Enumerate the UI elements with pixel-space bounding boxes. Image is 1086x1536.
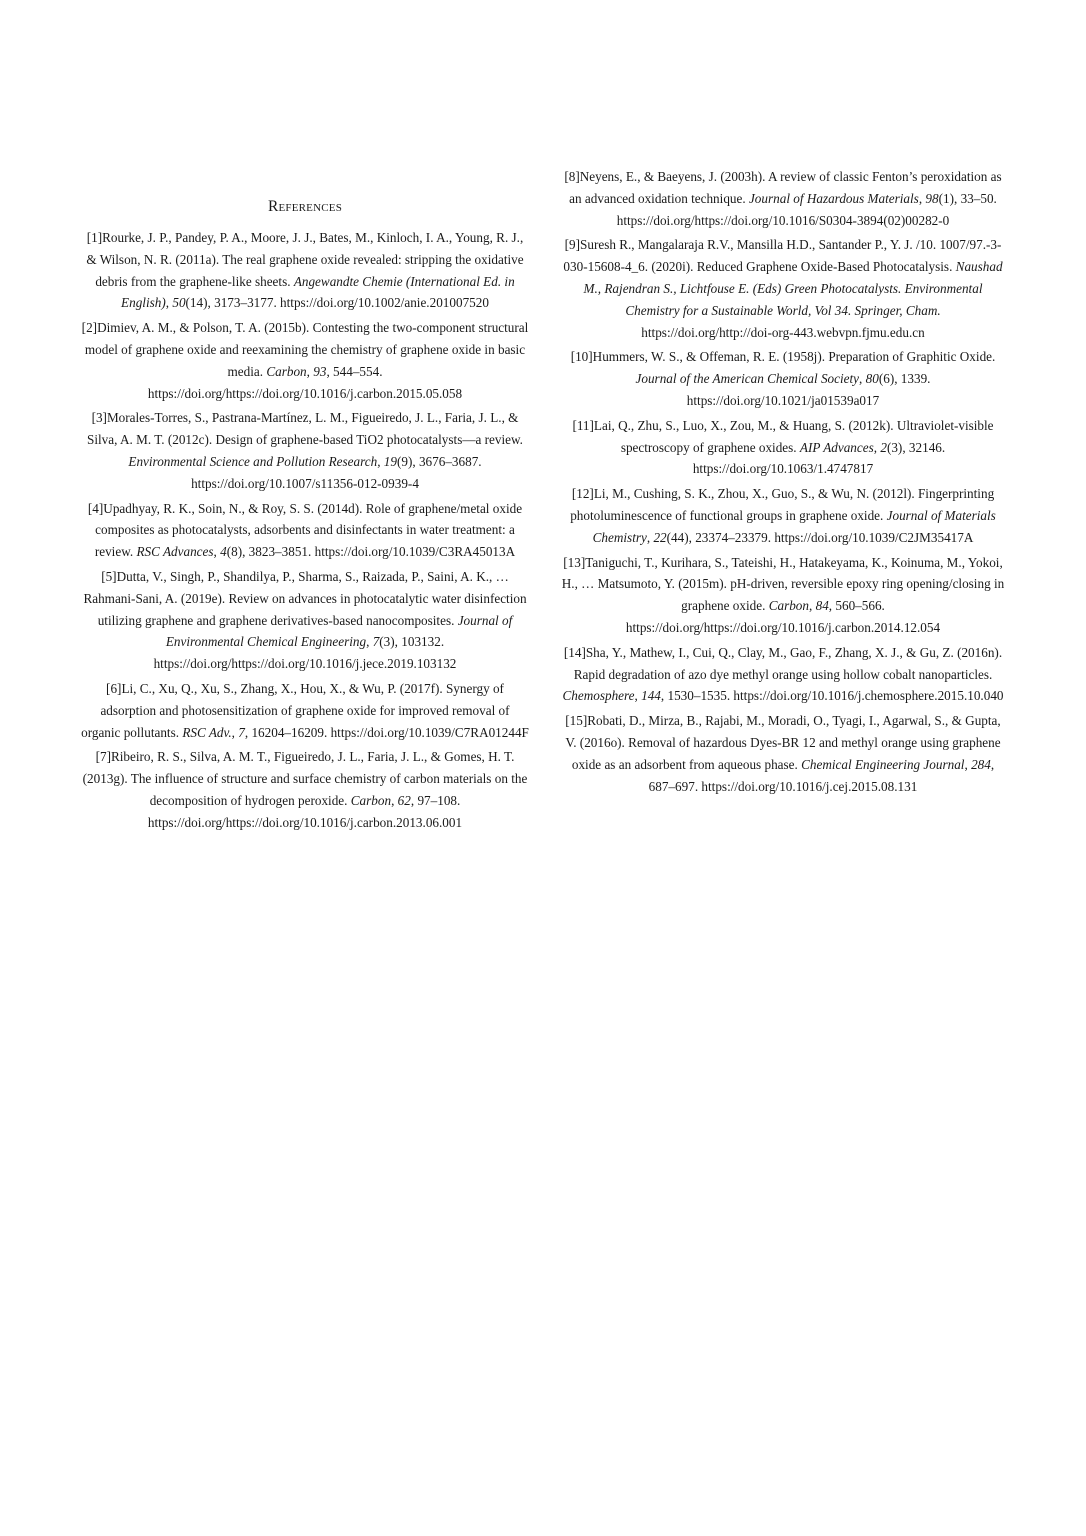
reference-text: Neyens, E., & Baeyens, J. (2003h). A review of classic Fenton’s peroxidation as an advanced oxidation technique. xyxy=(569,169,1002,206)
reference-italic-text: 19 xyxy=(383,453,397,469)
reference-entry xyxy=(80,678,530,743)
reference-number: [5] xyxy=(101,568,117,584)
reference-text: , 1530–1535. https://doi.org/10.1016/j.chemosphere.2015.10.040 xyxy=(660,688,1004,704)
reference-italic-text: Journal of the American Chemical Society xyxy=(635,371,860,387)
reference-entry xyxy=(560,415,1006,480)
reference-number: [8] xyxy=(564,169,580,184)
reference-italic-text: Journal of Environmental Chemical Engineering xyxy=(165,612,513,650)
references-heading: References xyxy=(267,198,343,215)
reference-text: Dimiev, A. M., & Polson, T. A. (2015b). Contesting the two-component structural model of graphene oxide and reexamining the chemistry of graphene oxide in basic media. xyxy=(84,320,529,379)
reference-number: [6] xyxy=(106,680,122,696)
reference-italic-text: 22 xyxy=(653,529,667,545)
reference-entry xyxy=(80,498,530,563)
reference-italic-text: 144 xyxy=(641,688,661,704)
reference-italic-text: RSC Advances xyxy=(136,544,214,560)
reference-italic-text: 80 xyxy=(865,371,879,387)
reference-text: Lai, Q., Zhu, S., Luo, X., Zou, M., & Huang, S. (2012k). Ultraviolet-visible spectroscopy of graphene oxides. xyxy=(593,417,994,455)
reference-italic-text: Chemical Engineering Journal xyxy=(801,756,965,772)
reference-italic-text: Naushad M., Rajendran S., Lichtfouse E. (Eds) Green Photocatalysts. Environmental Chemistry for a Sustainable World, Vol 34. Springer, Cham. xyxy=(583,259,1003,318)
reference-italic-text: 98 xyxy=(925,190,939,206)
reference-text: , xyxy=(918,190,926,206)
reference-italic-text: 7 xyxy=(372,634,380,650)
reference-number: [12] xyxy=(571,486,594,502)
reference-number: [11] xyxy=(572,417,594,433)
reference-entry xyxy=(560,642,1006,707)
reference-italic-text: Carbon xyxy=(350,792,392,808)
reference-number: [13] xyxy=(563,554,586,570)
reference-number: [15] xyxy=(565,713,588,729)
reference-text: Suresh R., Mangalaraja R.V., Mansilla H.D., Santander P., Y. J. /10. 1007/97.-3-030-15608-4_6. (2020i). Reduced Graphene Oxide-Based Photocatalysis. xyxy=(563,237,1002,275)
reference-text: Morales-Torres, S., Pastrana-Martínez, L. M., Figueiredo, J. L., Faria, J. L., & Silva, A. M. T. (2012c). Design of graphene-based TiO2 photocatalysts—a review. xyxy=(87,410,523,448)
reference-number: [3] xyxy=(91,410,107,426)
reference-entry xyxy=(80,407,530,494)
reference-entry xyxy=(560,483,1006,548)
reference-italic-text: Journal of Hazardous Materials xyxy=(748,190,919,206)
reference-italic-text: 84 xyxy=(815,598,829,614)
reference-number: [14] xyxy=(563,644,586,660)
reference-text: Li, M., Cushing, S. K., Zhou, X., Guo, S., & Wu, N. (2012l). Fingerprinting photoluminescence of functional groups in graphene oxide. xyxy=(570,486,995,523)
reference-text: , xyxy=(366,634,373,650)
reference-text: , xyxy=(231,724,239,740)
reference-text: , xyxy=(306,363,314,379)
reference-number: [9] xyxy=(564,237,581,253)
reference-entry xyxy=(560,166,1006,231)
reference-text: (3), 103132. https://doi.org/https://doi.org/10.1016/j.jece.2019.103132 xyxy=(153,634,457,672)
reference-text: (9), 3676–3687. https://doi.org/10.1007/s11356-012-0939-4 xyxy=(191,453,482,491)
reference-italic-text: 284 xyxy=(971,756,991,772)
reference-number: [7] xyxy=(95,749,111,765)
reference-italic-text: 2 xyxy=(880,439,887,455)
reference-text: Hummers, W. S., & Offeman, R. E. (1958j). Preparation of Graphitic Oxide. xyxy=(592,349,996,365)
reference-text: (6), 1339. https://doi.org/10.1021/ja01539a017 xyxy=(686,371,931,408)
reference-italic-text: Carbon xyxy=(266,363,307,379)
reference-number: [2] xyxy=(81,320,98,336)
reference-italic-text: Carbon xyxy=(768,598,809,614)
reference-italic-text: Environmental Science and Pollution Research xyxy=(128,453,378,469)
reference-entry xyxy=(560,346,1006,411)
reference-number: [10] xyxy=(570,349,593,365)
left-reference-list xyxy=(80,227,530,837)
reference-text: , xyxy=(213,544,221,560)
reference-italic-text: Angewandte Chemie (International Ed. in English) xyxy=(121,273,515,311)
reference-text: , xyxy=(873,439,881,455)
reference-number: [1] xyxy=(86,230,103,245)
reference-italic-text: 62 xyxy=(397,792,411,808)
reference-italic-text: Journal of Materials Chemistry xyxy=(592,507,996,545)
reference-text: , 687–697. https://doi.org/10.1016/j.cej.2015.08.131 xyxy=(648,756,995,794)
reference-italic-text: RSC Adv. xyxy=(182,724,232,740)
reference-italic-text: AIP Advances xyxy=(799,439,874,455)
reference-entry xyxy=(80,566,530,675)
reference-text: , 16204–16209. https://doi.org/10.1039/C7RA01244F xyxy=(244,724,529,740)
reference-text: (44), 23374–23379. https://doi.org/10.1039/C2JM35417A xyxy=(666,529,974,545)
reference-text: , xyxy=(964,756,972,772)
reference-text: Taniguchi, T., Kurihara, S., Tateishi, H., Hatakeyama, K., Koinuma, M., Yokoi, H., … Matsumoto, Y. (2015m). pH-driven, reversible epoxy ring opening/closing in graphene oxide. xyxy=(561,554,1005,614)
reference-text: , xyxy=(809,598,816,614)
reference-entry xyxy=(560,234,1006,343)
reference-text: , xyxy=(646,529,654,545)
reference-entry xyxy=(560,552,1006,639)
reference-italic-text: 4 xyxy=(220,544,227,560)
reference-text: (14), 3173–3177. https://doi.org/10.1002/anie.201007520 xyxy=(185,295,489,311)
reference-italic-text: Chemosphere xyxy=(562,688,635,704)
reference-text: Li, C., Xu, Q., Xu, S., Zhang, X., Hou, X., & Wu, P. (2017f). Synergy of adsorption and photosensitization of graphene oxide for improved removal of organic pollutants. xyxy=(81,680,510,740)
reference-text: https://doi.org/http://doi-org-443.webvpn.fjmu.edu.cn xyxy=(641,324,925,340)
right-reference-list xyxy=(560,166,1006,800)
reference-entry xyxy=(80,746,530,833)
reference-italic-text: 93 xyxy=(313,363,327,379)
reference-text: (3), 32146. https://doi.org/10.1063/1.4747817 xyxy=(692,439,946,477)
reference-number: [4] xyxy=(87,500,104,516)
reference-entry xyxy=(80,317,530,404)
reference-text: Upadhyay, R. K., Soin, N., & Roy, S. S. (2014d). Role of graphene/metal oxide composites as photocatalysts, adsorbents and disinfectants in water treatment: a review. xyxy=(94,500,523,560)
reference-text: Dutta, V., Singh, P., Shandilya, P., Sharma, S., Raizada, P., Saini, A. K., … Rahmani-Sani, A. (2019e). Review on advances in photocatalytic water disinfection utilizing graphene and graphene derivatives-based nanocomposites. xyxy=(83,568,527,628)
reference-text: , xyxy=(634,688,642,704)
reference-text: , xyxy=(859,371,866,387)
reference-text: Robati, D., Mirza, B., Rajabi, M., Moradi, O., Tyagi, I., Agarwal, S., & Gupta, V. (2016o). Removal of hazardous Dyes-BR 12 and methyl orange using graphene oxide as an adsorbent from aqueous phase. xyxy=(565,713,1001,772)
reference-text: , 544–554. https://doi.org/https://doi.org/10.1016/j.carbon.2015.05.058 xyxy=(147,363,463,401)
reference-text: , xyxy=(391,792,398,808)
reference-text: (1), 33–50. https://doi.org/https://doi.org/10.1016/S0304-3894(02)00282-0 xyxy=(616,190,997,228)
reference-entry xyxy=(80,227,530,314)
reference-text: (8), 3823–3851. https://doi.org/10.1039/C3RA45013A xyxy=(226,544,516,560)
reference-text: Ribeiro, R. S., Silva, A. M. T., Figueiredo, J. L., Faria, J. L., & Gomes, H. T. (2013g). The influence of structure and surface chemistry of carbon materials on the decomposition of hydrogen peroxide. xyxy=(82,749,528,808)
reference-entry xyxy=(560,710,1006,797)
reference-text: , xyxy=(377,453,384,469)
reference-italic-text: 7 xyxy=(238,724,245,740)
reference-text: , 97–108. https://doi.org/https://doi.org/10.1016/j.carbon.2013.06.001 xyxy=(147,792,463,830)
reference-text: Rourke, J. P., Pandey, P. A., Moore, J. J., Bates, M., Kinloch, I. A., Young, R. J., & Wilson, N. R. (2011a). The real graphene oxide revealed: stripping the oxidative debris from the graphene-like sheets. xyxy=(86,230,524,289)
reference-text: Sha, Y., Mathew, I., Cui, Q., Clay, M., Gao, F., Zhang, X. J., & Gu, Z. (2016n). Rapid degradation of azo dye methyl orange using hollow cobalt nanoparticles. xyxy=(573,644,1003,682)
reference-text: , xyxy=(165,295,173,311)
reference-text: , 560–566. https://doi.org/https://doi.org/10.1016/j.carbon.2014.12.054 xyxy=(625,598,941,635)
reference-italic-text: 50 xyxy=(172,295,186,311)
